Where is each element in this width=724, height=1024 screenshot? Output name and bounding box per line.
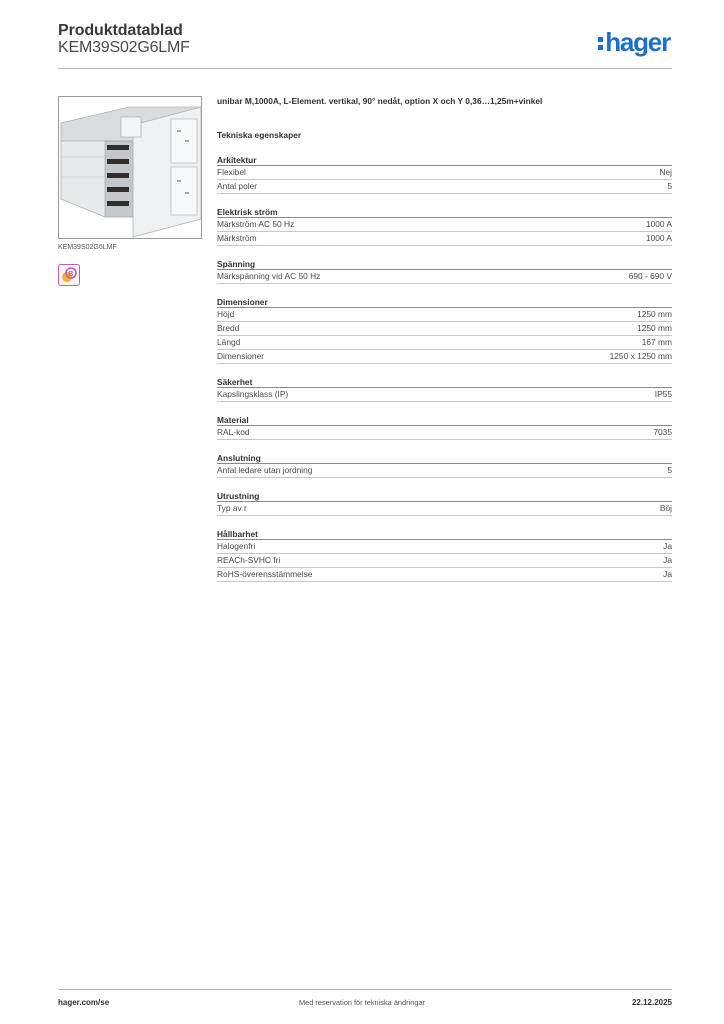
- spec-group: [217, 296, 672, 364]
- spec-value: Böj: [659, 503, 672, 513]
- spec-label: Bredd: [217, 323, 240, 333]
- spec-row: [217, 540, 672, 554]
- spec-group: [217, 206, 672, 246]
- spec-row: [217, 554, 672, 568]
- spec-row: [217, 568, 672, 582]
- spec-label: Antal poler: [217, 181, 258, 191]
- spec-row: [217, 336, 672, 350]
- product-description: unibar M,1000A, L-Element. vertikal, 90° nedåt, option X och Y 0,36…1,25m+vinkel: [217, 96, 543, 106]
- spec-content: [217, 94, 672, 582]
- spec-label: RoHS-överensstämmelse: [217, 569, 313, 579]
- spec-value: 1250 mm: [637, 323, 672, 333]
- hager-logo[interactable]: [598, 29, 670, 55]
- spec-group: [217, 528, 672, 582]
- logo-text: hager: [605, 27, 670, 57]
- spec-value: 7035: [653, 427, 672, 437]
- spec-label: Höjd: [217, 309, 235, 319]
- spec-group-heading: Material: [217, 414, 672, 426]
- spec-group: [217, 414, 672, 440]
- spec-label: Flexibel: [217, 167, 246, 177]
- spec-label: Typ av r: [217, 503, 247, 513]
- spec-group: [217, 154, 672, 194]
- spec-group: [217, 452, 672, 478]
- spec-value: 5: [667, 181, 672, 191]
- spec-value: 690 - 690 V: [628, 271, 672, 281]
- page-header: [58, 22, 672, 70]
- spec-groups: [217, 154, 672, 582]
- spec-group-heading: Dimensioner: [217, 296, 672, 308]
- spec-group-heading: Utrustning: [217, 490, 672, 502]
- spec-row: [217, 180, 672, 194]
- spec-label: Antal ledare utan jordning: [217, 465, 313, 475]
- spec-row: [217, 426, 672, 440]
- spec-value: 5: [667, 465, 672, 475]
- spec-label: Längd: [217, 337, 241, 347]
- spec-label: RAL-kod: [217, 427, 250, 437]
- spec-row: [217, 166, 672, 180]
- product-code: KEM39S02G6LMF: [58, 39, 190, 56]
- spec-value: 167 mm: [641, 337, 672, 347]
- spec-row: [217, 502, 672, 516]
- spec-label: Halogenfri: [217, 541, 256, 551]
- spec-label: Märkström: [217, 233, 257, 243]
- tech-specs-heading: Tekniska egenskaper: [217, 130, 302, 140]
- halogen-free-icon: [58, 264, 80, 286]
- spec-group: [217, 376, 672, 402]
- footer-divider: [58, 989, 672, 990]
- spec-value: Ja: [663, 555, 672, 565]
- spec-row: [217, 232, 672, 246]
- spec-group-heading: Säkerhet: [217, 376, 672, 388]
- logo-dots-icon: [598, 34, 603, 50]
- spec-value: 1000 A: [645, 219, 672, 229]
- spec-label: REACh-SVHC fri: [217, 555, 281, 565]
- spec-value: Nej: [659, 167, 672, 177]
- spec-label: Dimensioner: [217, 351, 265, 361]
- spec-group-heading: Arkitektur: [217, 154, 672, 166]
- footer-website-link[interactable]: hager.com/se: [58, 998, 110, 1007]
- spec-group-heading: Hållbarhet: [217, 528, 672, 540]
- spec-label: Märkström AC 50 Hz: [217, 219, 295, 229]
- spec-value: 1000 A: [645, 233, 672, 243]
- spec-group: [217, 490, 672, 516]
- spec-group-heading: Spänning: [217, 258, 672, 270]
- spec-group: [217, 258, 672, 284]
- product-image: [58, 96, 202, 239]
- spec-row: [217, 388, 672, 402]
- spec-value: 1250 x 1250 mm: [609, 351, 672, 361]
- spec-row: [217, 322, 672, 336]
- footer-disclaimer: Med reservation för tekniska ändringar: [298, 998, 426, 1007]
- header-divider: [58, 68, 672, 69]
- spec-row: [217, 218, 672, 232]
- spec-label: Märkspänning vid AC 50 Hz: [217, 271, 321, 281]
- spec-value: Ja: [663, 541, 672, 551]
- spec-value: 1250 mm: [637, 309, 672, 319]
- svg-text:B: B: [68, 271, 74, 278]
- spec-row: [217, 270, 672, 284]
- document-title: Produktdatablad: [58, 22, 183, 39]
- spec-group-heading: Anslutning: [217, 452, 672, 464]
- footer-date: 22.12.2025: [631, 998, 672, 1007]
- spec-group-heading: Elektrisk ström: [217, 206, 672, 218]
- spec-row: [217, 350, 672, 364]
- image-caption: KEM39S02G6LMF: [58, 244, 117, 251]
- spec-row: [217, 464, 672, 478]
- spec-value: Ja: [663, 569, 672, 579]
- spec-label: Kapslingsklass (IP): [217, 389, 289, 399]
- spec-value: IP55: [654, 389, 672, 399]
- spec-row: [217, 308, 672, 322]
